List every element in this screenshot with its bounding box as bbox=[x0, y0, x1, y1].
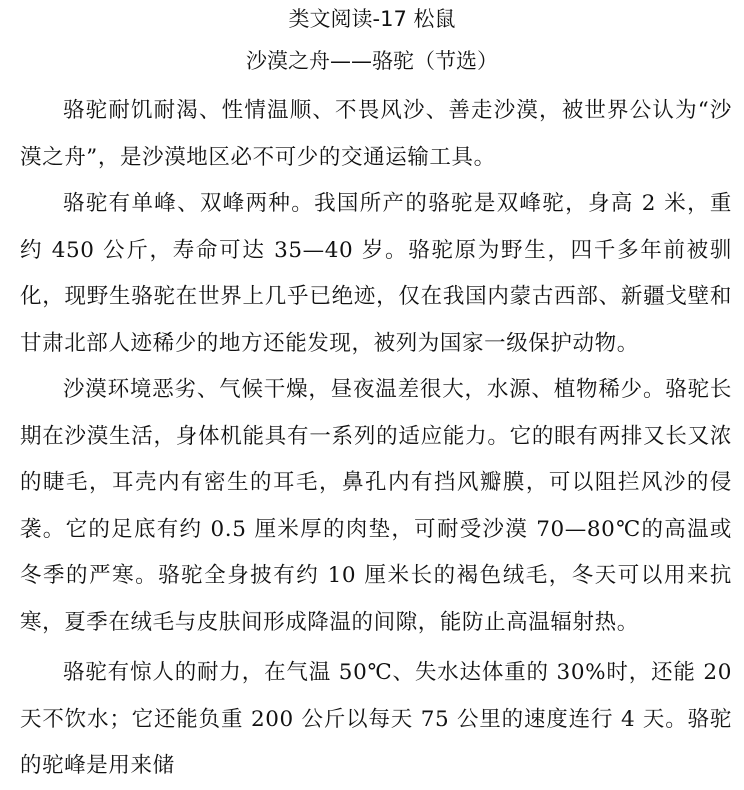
paragraph-species: 骆驼有单峰、双峰两种。我国所产的骆驼是双峰驼，身高 2 米，重约 450 公斤，寿命可达 35—40 岁。骆驼原为野生，四千多年前被驯化，现野生骆驼在世界上几乎已绝迹，仅在我国内蒙古西部、新疆戈壁和甘肃北部人迹稀少的地方还能发现，被列为国家一级保护动物。 bbox=[20, 191, 732, 356]
series-title: 类文阅读-17 松鼠 bbox=[288, 7, 456, 31]
paragraph-adaptation: 沙漠环境恶劣、气候干燥，昼夜温差很大，水源、植物稀少。骆驼长期在沙漠生活，身体机能具有一系列的适应能力。它的眼有两排又长又浓的睫毛，耳壳内有密生的耳毛，鼻孔内有挡风瓣膜，可以阻拦风沙的侵袭。它的足底有约 0.5 厘米厚的肉垫，可耐受沙漠 70—80℃的高温或冬季的严寒。骆驼全身披有约 10 厘米长的褐色绒毛，冬天可以用来抗寒，夏季在绒毛与皮肤间形成降温的间隙，能防止高温辐射热。 bbox=[20, 377, 732, 635]
paragraph-endurance: 骆驼有惊人的耐力，在气温 50℃、失水达体重的 30%时，还能 20 天不饮水；它还能负重 200 公斤以每天 75 公里的速度连行 4 天。骆驼的驼峰是用来储 bbox=[20, 660, 732, 778]
paragraph-intro: 骆驼耐饥耐渴、性情温顺、不畏风沙、善走沙漠，被世界公认为“沙漠之舟”，是沙漠地区必不可少的交通运输工具。 bbox=[20, 98, 732, 170]
article-body bbox=[20, 88, 732, 790]
article-title: 沙漠之舟——骆驼（节选） bbox=[246, 49, 498, 73]
